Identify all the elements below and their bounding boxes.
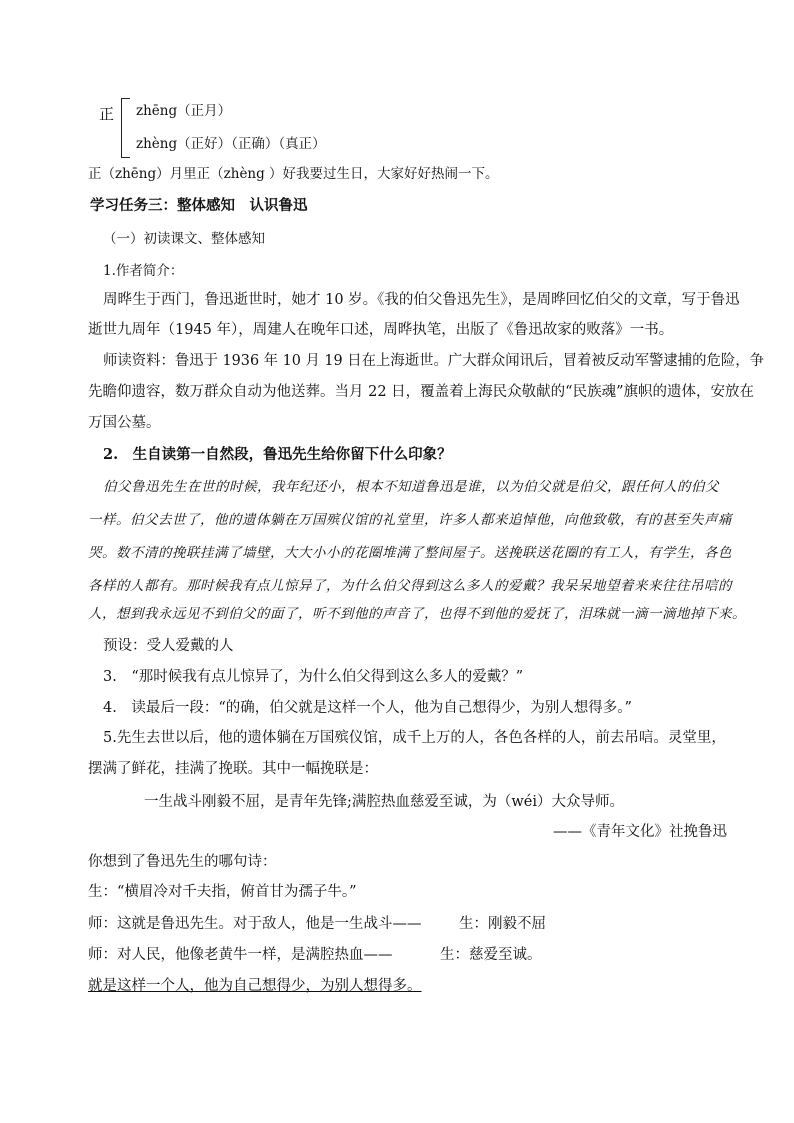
pinyin-reading-2: zhèng（正好）（正确）（真正） <box>136 136 326 152</box>
item5-line2: 摆满了鲜花，挂满了挽联。其中一幅挽联是： <box>88 761 378 777</box>
teacher-line-2: 师：对人民，他像老黄牛一样，是满腔热血—— <box>88 947 393 963</box>
item5-line1: 5.先生去世以后，他的遗体躺在万国殡仪馆，成千上万的人，各色各样的人，前去吊唁。灵堂里， <box>103 730 726 746</box>
polyphone-char: 正 <box>99 105 115 123</box>
subheading-1: （一）初读课文、整体感知 <box>103 231 265 247</box>
item2-question: 2. 生自读第一自然段，鲁迅先生给你留下什么印象？ <box>103 446 452 463</box>
item4: 4. 读最后一段：“的确，伯父就是这样一个人，他为自己想得少，为别人想得多。” <box>103 700 632 716</box>
pinyin-reading-1: zhēng（正月） <box>136 103 232 119</box>
preset-answer: 预设：受人爱戴的人 <box>103 638 234 654</box>
item3: 3. “那时候我有点儿惊异了，为什么伯父得到这么多人的爱戴？” <box>103 669 524 685</box>
poem-question: 你想到了鲁迅先生的哪句诗： <box>88 854 277 870</box>
passage-line-5: 人，想到我永远见不到伯父的面了，听不到他的声音了，也得不到他的爱抚了，泪珠就一滴一滴地掉下来。 <box>88 606 746 622</box>
passage-line-4: 各样的人都有。那时候我有点儿惊异了，为什么伯父得到这么多人的爱戴？我呆呆地望着来来往往吊唁的 <box>88 578 732 594</box>
student-line-2: 生：刚毅不屈 <box>459 916 546 932</box>
couplet-source: ——《青年文化》社挽鲁迅 <box>553 824 727 840</box>
pinyin-example: 正（zhēng）月里正（zhèng ）好我要过生日，大家好好热闹一下。 <box>88 166 499 182</box>
item1-para2-line2: 先瞻仰遗容，数万群众自动为他送葬。当月 22 日，覆盖着上海民众敬献的“民族魂”旗帜的遗体，安放在 <box>88 384 754 400</box>
teacher-line-1: 师：这就是鲁迅先生。对于敌人，他是一生战斗—— <box>88 916 422 932</box>
item1-para2-line3: 万国公墓。 <box>88 415 161 431</box>
passage-line-2: 一样。伯父去世了，他的遗体躺在万国殡仪馆的礼堂里，许多人都来追悼他，向他致敬，有的甚至失声痛 <box>88 512 732 528</box>
passage-line-1: 伯父鲁迅先生在世的时候，我年纪还小，根本不知道鲁迅是谁，以为伯父就是伯父，跟任何人的伯父 <box>103 479 719 495</box>
task3-heading: 学习任务三：整体感知 认识鲁迅 <box>90 197 308 214</box>
brace <box>121 98 130 158</box>
student-line-3: 生：慈爱至诚。 <box>440 947 542 963</box>
item1-para2-line1: 师读资料：鲁迅于 1936 年 10 月 19 日在上海逝世。广大群众闻讯后，冒着被反动军警逮捕的危险，争 <box>103 353 764 369</box>
student-line-1: 生：“横眉冷对千夫指，俯首甘为孺子牛。” <box>88 884 357 900</box>
passage-line-3: 哭。数不清的挽联挂满了墙壁，大大小小的花圈堆满了整间屋子。送挽联送花圈的有工人，有学生，各色 <box>88 545 732 561</box>
elegiac-couplet: 一生战斗刚毅不屈，是青年先锋;满腔热血慈爱至诚，为（wéi）大众导师。 <box>144 794 625 810</box>
conclusion-line: 就是这样一个人，他为自己想得少，为别人想得多。 <box>88 978 422 994</box>
item1-para1-line1: 周晔生于西门，鲁迅逝世时，她才 10 岁。《我的伯父鲁迅先生》，是周晔回忆伯父的文章，写于鲁迅 <box>103 292 740 308</box>
item1-para1-line2: 逝世九周年（1945 年），周建人在晚年口述，周晔执笔，出版了《鲁迅故家的败落》一书。 <box>88 322 674 338</box>
item1-title: 1.作者简介： <box>103 263 184 279</box>
